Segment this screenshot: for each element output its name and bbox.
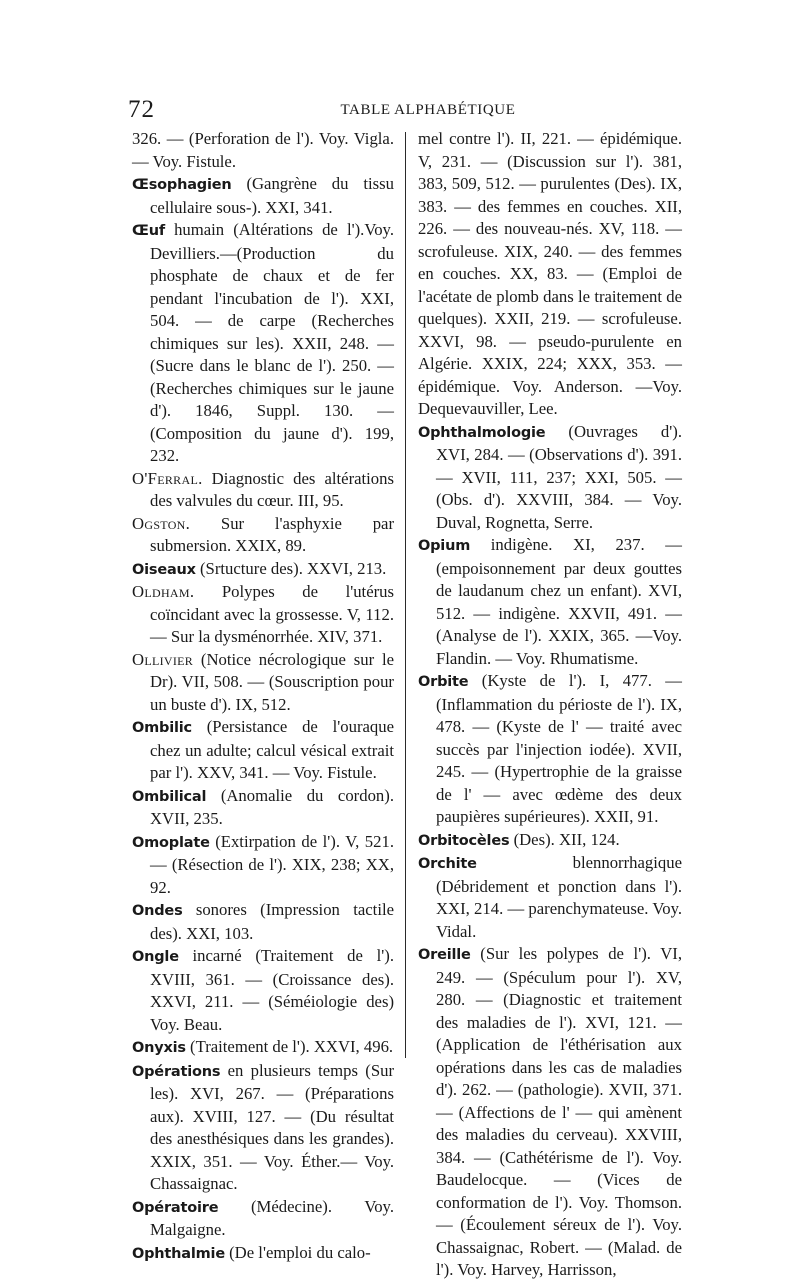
index-entry <box>418 421 682 535</box>
entry-text: (Extirpation de l'). V, 521. — (Résection de l'). XIX, 238; XX, 92. <box>150 831 394 897</box>
entry-headword: Omoplate <box>132 834 210 851</box>
entry-text: mel contre l'). II, 221. — épidémique. V, 231. — (Discussion sur l'). 381, 383, 509, 512. — purulentes (Des). IX, 383. — des femmes en couches. XII, 226. — des nouveau-nés. XV, 118. — scrofuleuse. XIX, 240. — des femmes en couches. XX, 83. — (Emploi de l'acétate de plomb dans le traitement de quelques). XXII, 219. — scrofuleuse. XXVI, 98. — pseudo-purulente en Algérie. XXIX, 224; XXX, 353. — épidémique. Voy. Anderson. —Voy. Dequevauviller, Lee. <box>418 129 682 418</box>
entry-headword: Œsophagien <box>132 177 232 193</box>
index-entry <box>132 1242 394 1266</box>
entry-headword: Ollivier <box>132 649 194 669</box>
entry-text: (Persistance de l'ouraque chez un adulte; calcul vésical extrait par l'). XXV, 341. — Voy. Fistule. <box>150 717 394 782</box>
index-entry <box>132 1060 394 1196</box>
index-entry <box>132 128 394 173</box>
entry-headword: Ongle <box>132 949 179 965</box>
entry-text: 326. — (Perforation de l'). Voy. Vigla. — Voy. Fistule. <box>132 129 394 171</box>
entry-text: Sur l'asphyxie par submersion. XXIX, 89. <box>150 513 394 555</box>
index-entry <box>418 943 682 1282</box>
entry-headword: Orbitocèles <box>418 832 510 849</box>
entry-headword: Oiseaux <box>132 561 196 578</box>
entry-headword: Ombilic <box>132 720 192 736</box>
index-entry <box>132 468 394 513</box>
page-number: 72 <box>128 96 155 123</box>
entry-headword: Ophthalmologie <box>418 424 546 441</box>
index-entry <box>132 945 394 1036</box>
entry-text: Diagnostic des altérations des valvules du cœur. III, 95. <box>150 468 394 510</box>
entry-text: (Anomalie du cordon). XVII, 235. <box>150 785 394 828</box>
index-entry <box>132 649 394 717</box>
entry-text: (Médecine). Voy. Malgaigne. <box>150 1196 394 1239</box>
entry-text: indigène. XI, 237. — (empoisonnement par deux gouttes de laudanum chez un enfant). XVI, 512. — indigène. XXVII, 491. — (Analyse de l'). XXIX, 365. —Voy. Flandin. — Voy. Rhumatisme. <box>436 535 682 668</box>
index-entry <box>418 128 682 421</box>
index-entry <box>418 852 682 943</box>
right-column <box>418 128 682 1282</box>
entry-headword: Œuf <box>132 223 165 239</box>
entry-text: en plusieurs temps (Sur les). XVI, 267. — (Préparations aux). XVIII, 127. — (Du résultat des anesthésiques dans les grandes). XXIX, 351. — Voy. Éther.— Voy. Chassaignac. <box>150 1060 394 1193</box>
entry-headword: Opératoire <box>132 1199 219 1216</box>
entry-headword: Oreille <box>418 947 471 963</box>
entry-headword: Opérations <box>132 1063 221 1080</box>
entry-text: sonores (Impression tactile des). XXI, 103. <box>150 900 394 943</box>
entry-text: Polypes de l'utérus coïncidant avec la grossesse. V, 112. — Sur la dysménorrhée. XIV, 371. <box>150 582 394 646</box>
index-entry <box>132 513 394 558</box>
entry-text: (Traitement de l'). XXVI, 496. <box>185 1037 394 1056</box>
index-entry <box>132 581 394 649</box>
index-entry <box>132 785 394 831</box>
index-entry <box>418 829 682 853</box>
entry-text: (Kyste de l'). I, 477. — (Inflammation du périoste de l'). IX, 478. — (Kyste de l' — traité avec succès par l'injection iodée). XVII, 245. — (Hypertrophie de la graisse de l' — avec œdème des deux paupières supérieures). XXII, 91. <box>436 671 682 826</box>
entry-headword: Ophthalmie <box>132 1245 225 1262</box>
index-entry <box>132 558 394 582</box>
entry-text: blennorrhagique (Débridement et ponction dans l'). XXI, 214. — parenchymateuse. Voy. Vidal. <box>436 853 682 941</box>
entry-headword: Onyxis <box>132 1040 186 1056</box>
running-title: TABLE ALPHABÉTIQUE <box>340 102 516 118</box>
entry-headword: Ondes <box>132 903 183 919</box>
index-entry <box>418 670 682 829</box>
entry-headword: Orchite <box>418 856 477 872</box>
index-entry <box>132 219 394 468</box>
index-entry <box>132 716 394 785</box>
entry-headword: Ombilical <box>132 788 207 805</box>
entry-text: incarné (Traitement de l'). XVIII, 361. — (Croissance des). XXVI, 211. — (Séméiologie des) Voy. Beau. <box>150 946 394 1034</box>
column-divider <box>405 132 406 1058</box>
entry-text: (Ouvrages d'). XVI, 284. — (Observations d'). 391. — XVII, 111, 237; XXI, 505. — (Obs. d'). XXVIII, 384. — Voy. Duval, Rognetta, Serre. <box>436 421 682 532</box>
entry-text: (Gangrène du tissu cellulaire sous-). XXI, 341. <box>150 174 394 217</box>
index-entry <box>418 534 682 670</box>
entry-text: humain (Altérations de l').Voy. Devilliers.—(Production du phosphate de chaux et de fer pendant l'incubation de l'). XXI, 504. — de carpe (Recherches chimiques sur les). XXII, 248. — (Sucre dans le blanc de l'). 250. — (Recherches chimiques sur le jaune d'). 1846, Suppl. 130. — (Composition du jaune d'). 199, 232. <box>150 220 394 465</box>
index-entry <box>132 1196 394 1242</box>
entry-text: (Des). XII, 124. <box>509 829 620 849</box>
entry-text: (Srtucture des). XXVI, 213. <box>195 558 387 578</box>
index-entry <box>132 1036 394 1060</box>
index-entry <box>132 173 394 219</box>
entry-text: (Sur les polypes de l'). VI, 249. — (Spéculum pour l'). XV, 280. — (Diagnostic et traitement des maladies de l'). XVI, 121. — (Application de l'éthérisation aux opérations dans les cas de maladies d'). 262. — (pathologie). XVII, 371. — (Affections de l' — qui amènent des maladies du cerveau). XXVIII, 384. — (Cathétérisme de l'). Voy. Baudelocque. — (Vices de conformation de l'). Voy. Thomson. — (Écoulement séreux de l'). Voy. Chassaignac, Robert. — (Malad. de l'). Voy. Harvey, Harrisson, <box>436 944 682 1279</box>
left-column <box>132 128 394 1265</box>
entry-headword: O'Ferral. <box>132 468 203 488</box>
entry-text: (Notice nécrologique sur le Dr). VII, 508. — (Souscription pour un buste d'). IX, 512. <box>150 649 394 714</box>
page-header <box>128 96 688 126</box>
entry-headword: Orbite <box>418 674 469 690</box>
entry-text: (De l'emploi du calo- <box>224 1242 371 1262</box>
index-entry <box>132 899 394 945</box>
entry-headword: Opium <box>418 538 471 554</box>
entry-headword: Oldham. <box>132 582 195 601</box>
index-entry <box>132 831 394 900</box>
entry-headword: Ogston. <box>132 513 191 533</box>
